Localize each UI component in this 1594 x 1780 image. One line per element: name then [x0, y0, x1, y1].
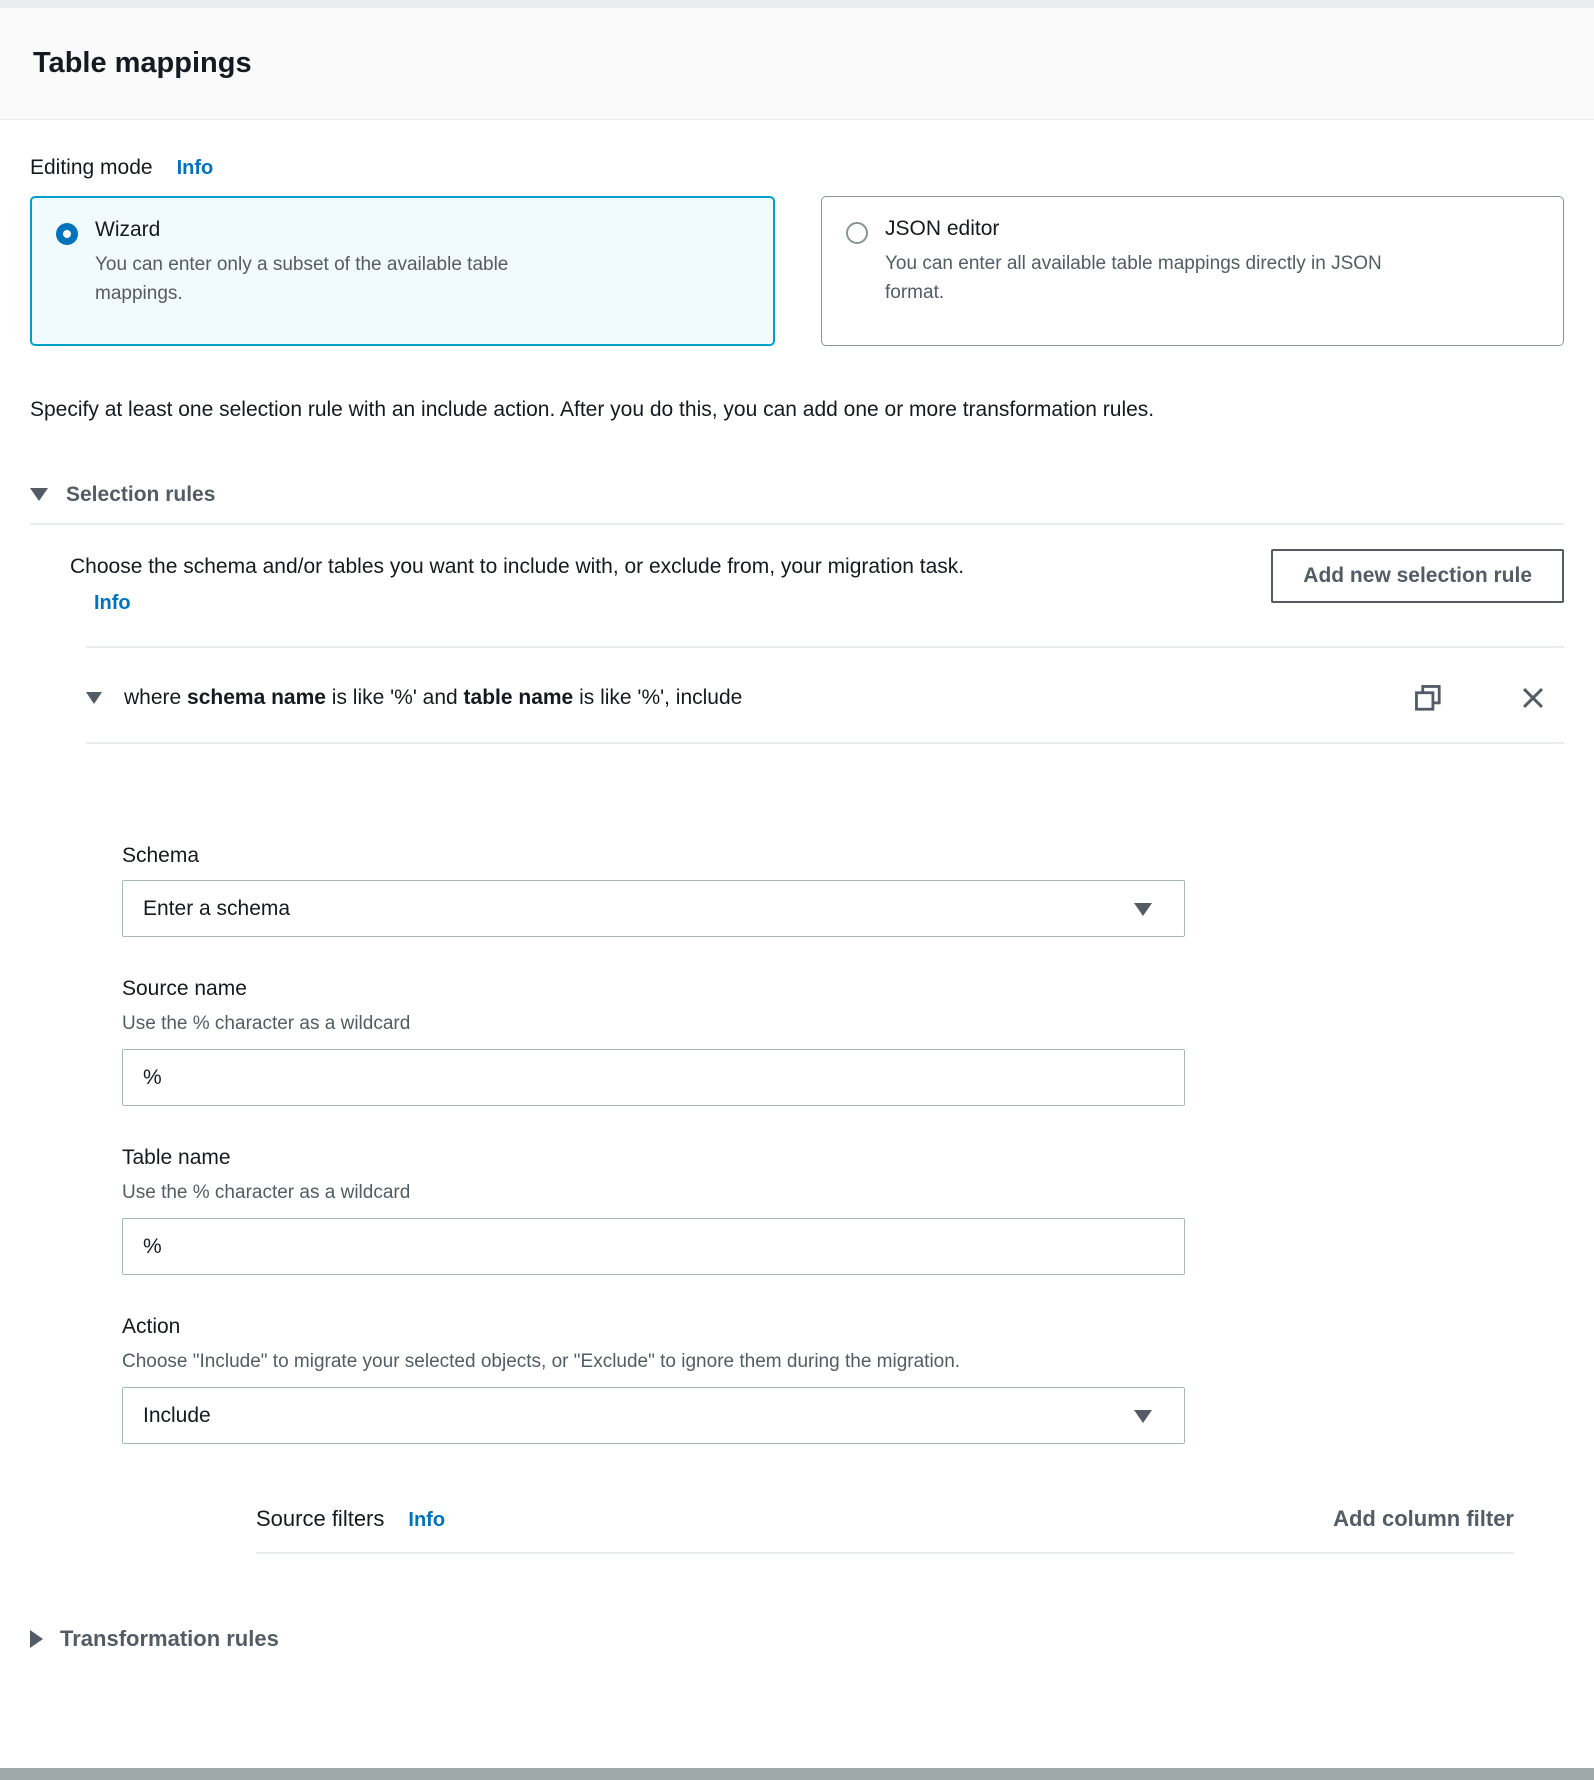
add-column-filter-button[interactable]: Add column filter: [1333, 1506, 1514, 1532]
action-select-value: Include: [143, 1403, 211, 1427]
source-filters-info-link[interactable]: Info: [408, 1509, 446, 1532]
action-label: Action: [122, 1315, 181, 1339]
schema-select[interactable]: [122, 880, 1185, 937]
rule-divider-top: [86, 646, 1564, 648]
table-name-label: Table name: [122, 1146, 231, 1170]
selection-rules-info-link[interactable]: Info: [94, 591, 131, 614]
table-name-input[interactable]: [122, 1218, 1185, 1275]
editing-mode-option-json-editor[interactable]: [821, 196, 1564, 346]
select-caret-icon: [1134, 1410, 1152, 1423]
rule-fields: [122, 844, 1564, 1444]
selection-rules-title: Selection rules: [66, 482, 216, 506]
source-filters-divider: [256, 1552, 1514, 1554]
rule-summary-where: where: [124, 686, 188, 710]
rule-expand-chevron-down-icon[interactable]: [86, 692, 102, 704]
source-name-field-group: [122, 977, 1564, 1106]
source-filters-block: [256, 1506, 1514, 1554]
action-select[interactable]: [122, 1387, 1185, 1444]
editing-mode-options: [30, 196, 1564, 346]
rule-summary-row: [86, 684, 1564, 712]
rule-summary-mid: is like '%' and: [325, 686, 464, 710]
schema-select-value: Enter a schema: [143, 896, 291, 920]
chevron-right-icon[interactable]: [30, 1630, 43, 1648]
source-name-label: Source name: [122, 977, 247, 1001]
chevron-down-icon[interactable]: [30, 488, 48, 501]
duplicate-rule-icon[interactable]: [1414, 684, 1442, 712]
schema-field-group: [122, 844, 1564, 937]
selection-rules-description-text: Choose the schema and/or tables you want to include with, or exclude from, your migration task.: [70, 554, 965, 578]
section-divider: [30, 523, 1564, 525]
source-name-input[interactable]: [122, 1049, 1185, 1106]
wizard-card-body: [95, 218, 600, 309]
schema-label: Schema: [122, 844, 200, 868]
editing-mode-row: [30, 156, 1564, 180]
rule-summary-end: is like '%', include: [573, 686, 743, 710]
wizard-option-description: You can enter only a subset of the available table mappings.: [95, 254, 509, 305]
select-caret-icon: [1134, 903, 1152, 916]
table-name-field-group: [122, 1146, 1564, 1275]
rule-summary-table-field: table name: [463, 686, 574, 710]
editing-mode-info-link[interactable]: Info: [176, 157, 214, 179]
wizard-option-label: Wizard: [95, 218, 161, 241]
source-filters-row: [256, 1506, 1514, 1532]
radio-unselected-icon[interactable]: [846, 222, 868, 244]
selection-rules-section: [70, 549, 1564, 1554]
rule-divider-bottom: [86, 742, 1564, 744]
source-filters-title: Source filters: [256, 1506, 385, 1532]
transformation-rules-title: Transformation rules: [60, 1626, 279, 1652]
source-name-helper: Use the % character as a wildcard: [122, 1013, 411, 1035]
selection-rules-toggle[interactable]: [30, 483, 1564, 507]
rule-summary-schema-field: schema name: [187, 686, 326, 710]
action-helper: Choose "Include" to migrate your selected objects, or "Exclude" to ignore them during the migration.: [122, 1351, 961, 1373]
main-content: [0, 156, 1594, 1652]
json-editor-option-label: JSON editor: [885, 217, 1000, 240]
action-field-group: [122, 1315, 1564, 1444]
top-strip: [0, 0, 1594, 8]
remove-rule-close-icon[interactable]: [1520, 685, 1546, 711]
rule-summary-text: [124, 686, 742, 710]
editing-mode-option-wizard[interactable]: [30, 196, 775, 346]
page-title: Table mappings: [33, 47, 252, 79]
selection-rules-description: [70, 549, 980, 620]
json-editor-option-description: You can enter all available table mappings directly in JSON format.: [885, 253, 1382, 304]
panel-header: [0, 8, 1594, 120]
rule-actions: [1414, 684, 1546, 712]
add-new-selection-rule-button[interactable]: Add new selection rule: [1271, 549, 1564, 603]
intro-text: Specify at least one selection rule with an include action. After you do this, you can add one or more transformation rules.: [30, 398, 1155, 421]
json-card-body: [885, 217, 1437, 308]
transformation-rules-toggle[interactable]: [30, 1626, 1564, 1652]
table-name-helper: Use the % character as a wildcard: [122, 1182, 411, 1204]
bottom-panel-edge: [0, 1768, 1594, 1780]
editing-mode-label: Editing mode: [30, 156, 153, 179]
radio-selected-icon[interactable]: [56, 223, 78, 245]
selection-rules-header: [70, 549, 1564, 620]
